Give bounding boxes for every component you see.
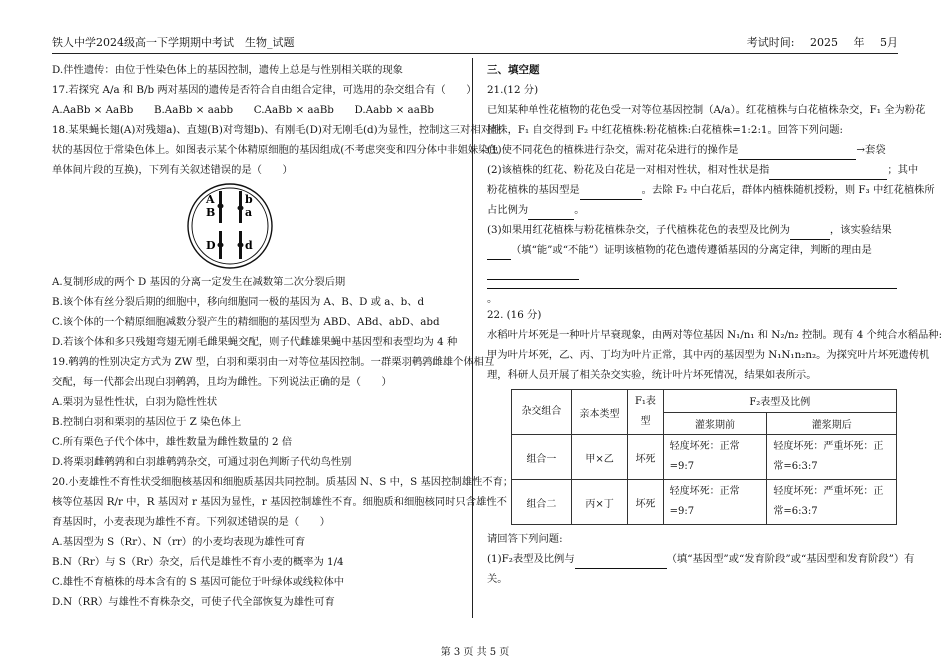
question-21-heading: 21.(12 分) (487, 84, 539, 96)
answer-blank[interactable] (528, 206, 574, 220)
text-line: D.伴性遗传：由位于性染色体上的基因控制，遗传上总是与性别相关联的现象 (52, 64, 403, 76)
text-line: C.该个体的一个精原细胞减数分裂产生的精细胞的基因型为 ABD、ABd、abD、abd (52, 316, 440, 328)
prompt-text: （填“基因型”或“发育阶段”或“基因型和发育阶段”）有 (666, 553, 915, 565)
question-22-part-1-end: 关。 (487, 573, 508, 585)
answer-blank[interactable] (790, 226, 830, 240)
text-line: D.N（RR）与雄性不育株杂交，可使子代全部恢复为雄性可育 (52, 596, 335, 608)
gene-label: D (205, 239, 216, 252)
text-line: 20.小麦雄性不育性状受细胞核基因和细胞质基因共同控制。质基因 N、S 中，S 基因控制雄性不育； (52, 476, 514, 488)
cell-text: 轻度坏死：严重坏死：正常=6:3:7 (773, 486, 884, 517)
prompt-text: (2)该植株的红花、粉花及白花是一对相对性状，相对性状是指 (487, 164, 770, 176)
table-cell (767, 480, 897, 525)
answer-blank[interactable] (487, 266, 579, 280)
answer-blank[interactable] (487, 246, 511, 260)
text-line: A.复制形成的两个 D 基因的分离一定发生在减数第二次分裂后期 (52, 276, 346, 288)
text-line: 单体间片段的互换)，下列有关叙述错误的是（ ） (52, 164, 293, 176)
gene-label: d (244, 239, 253, 252)
header-group: 杂交组合 (521, 406, 562, 417)
time-label: 考试时间: (746, 36, 795, 49)
cell-diagram (0, 180, 462, 272)
prompt-text: （填“能”或“不能”）证明该植物的花色遗传遵循基因的分离定律，判断的理由是 (511, 244, 872, 256)
answer-line-end: 。 (487, 293, 498, 305)
answer-blank[interactable] (769, 166, 887, 180)
question-21-text: 已知某种单性花植物的花色受一对等位基因控制（A/a）。红花植株与白花植株杂交，F₁ 全为粉花 (487, 104, 926, 116)
question-21-part-3-cont (487, 240, 897, 260)
text-line: B.该个体有丝分裂后期的细胞中，移向细胞同一极的基因为 A、B、D 或 a、b、d (52, 296, 425, 308)
table-header (512, 390, 572, 435)
prompt-text: 。去除 F₂ 中白花后，群体内植株随机授粉，则 F₃ 中红花植株所 (641, 184, 935, 196)
question-21-part-2 (487, 160, 919, 180)
cell-text: 轻度坏死：严重坏死：正常=6:3:7 (773, 441, 884, 472)
text-line: B.N（Rr）与 S（Rr）杂交，后代是雄性不育小麦的概率为 1/4 (52, 556, 344, 568)
month: 5月 (880, 36, 898, 49)
text-line: 17.若探究 A/a 和 B/b 两对基因的遗传是否符合自由组合定律，可选用的杂交组合有（ ） (52, 84, 477, 96)
text-line: C.所有栗色子代个体中，雄性数量为雌性数量的 2 倍 (52, 436, 293, 448)
table-cell: 丙×丁 (571, 480, 627, 525)
answer-line[interactable] (487, 280, 897, 289)
year: 2025 (810, 36, 838, 49)
prompt-text: ；其中 (887, 164, 919, 176)
exam-date (735, 34, 898, 50)
text-line: A.栗羽为显性性状，白羽为隐性性状 (52, 396, 218, 408)
text-line: 核等位基因 R/r 中，R 基因对 r 基因为显性，r 基因控制雄性不育。细胞质和细胞核同时只含雄性不 (52, 496, 507, 508)
text-line: A.AaBb × AaBb B.AaBb × aabb C.AaBb × aaBb D.Aabb × aaBb (52, 104, 434, 116)
table-cell: 坏死 (628, 480, 663, 525)
table-header: 亲本类型 (571, 390, 627, 435)
gene-label: b (244, 193, 253, 206)
table-cell: 组合一 (512, 435, 572, 480)
table-cell: 甲×乙 (571, 435, 627, 480)
question-22-text: 水稻叶片坏死是一种叶片早衰现象，由两对等位基因 N₁/n₁ 和 N₂/n₂ 控制。现有 4 个纯合水稻品种: (487, 329, 943, 341)
table-row (512, 480, 897, 525)
year-unit: 年 (853, 36, 865, 49)
table-row (512, 435, 897, 480)
answer-blank[interactable] (575, 555, 667, 569)
exam-title: 铁人中学2024级高一下学期期中考试 生物_试题 (52, 36, 295, 49)
text-line: 状的基因位于常染色体上。如图表示某个体精原细胞的基因组成(不考虑突变和四分体中非姐妹染色 (52, 144, 499, 156)
sperm-cell-chromosome-diagram (175, 181, 285, 271)
prompt-text: →套袋 (856, 144, 886, 156)
prompt-text: 。 (574, 204, 585, 216)
question-21-part-3 (487, 220, 897, 240)
table-header (628, 390, 663, 435)
table-cell: 组合二 (512, 480, 572, 525)
page-header (52, 30, 898, 54)
cell-text: 轻度坏死：正常=9:7 (669, 486, 740, 517)
text-line: 19.鹌鹑的性别决定方式为 ZW 型，白羽和栗羽由一对等位基因控制。一群栗羽鹌鹑雌雄个体相互 (52, 356, 495, 368)
right-column (487, 60, 943, 589)
text-line: A.基因型为 S（Rr）、N（rr）的小麦均表现为雄性可育 (52, 536, 306, 548)
text-line: 交配，每一代都会出现白羽鹌鹑，且均为雌性。下列说法正确的是（ ） (52, 376, 392, 388)
table-cell (663, 435, 767, 480)
text-line: B.控制白羽和栗羽的基因位于 Z 染色体上 (52, 416, 242, 428)
gene-label: B (205, 206, 215, 219)
answer-blank[interactable] (738, 146, 856, 160)
question-22-text: 理，科研人员开展了相关杂交实验，统计叶片坏死情况，结果如表所示。 (487, 369, 817, 381)
text-line: 18.某果蝇长翅(A)对残翅a)、直翅(B)对弯翅b)、有刚毛(D)对无刚毛(d)为显性，控制这三对相对性 (52, 124, 502, 136)
table-header: 灌浆期后 (767, 412, 897, 435)
gene-label: a (244, 206, 252, 219)
text-line: C.雄性不育植株的母本含有的 S 基因可能位于叶绿体或线粒体中 (52, 576, 345, 588)
question-21-part-3-blank (487, 260, 897, 280)
prompt-text: (3)如果用红花植株与粉花植株杂交，子代植株花色的表型及比例为 (487, 224, 790, 236)
text-line: D.若该个体和多只残翅弯翅无刚毛雌果蝇交配，则子代雌雄果蝇中基因型和表型均为 4 种 (52, 336, 458, 348)
question-22-heading: 22. (16 分) (487, 309, 542, 321)
table-header: F₂表型及比例 (663, 390, 896, 413)
question-21-text: 植株，F₁ 自交得到 F₂ 中红花植株:粉花植株:白花植株=1:2:1。回答下列问题: (487, 124, 844, 136)
prompt-text: 占比例为 (487, 204, 529, 216)
page-footer: 第 3 页 共 5 页 (440, 647, 510, 658)
gene-label: A (205, 193, 215, 206)
table-header-row (512, 390, 897, 413)
answer-blank[interactable] (580, 186, 642, 200)
prompt-text: 粉花植株的基因型是 (487, 184, 580, 196)
question-22-ask: 请回答下列问题: (487, 533, 563, 545)
section-heading: 三、填空题 (487, 64, 540, 76)
header-f1: F₁表型 (634, 396, 656, 427)
cell-text: 轻度坏死：正常=9:7 (669, 441, 740, 472)
question-21-part-2-cont (487, 180, 935, 200)
prompt-text: (1)F₂表型及比例与 (487, 553, 575, 565)
prompt-text: (1)使不同花色的植株进行杂交，需对花朵进行的操作是 (487, 144, 739, 156)
table-cell (767, 435, 897, 480)
table-cell: 坏死 (628, 435, 663, 480)
table-cell (663, 480, 767, 525)
prompt-text: ，该实验结果 (829, 224, 892, 236)
question-21-part-2-end (487, 200, 897, 220)
question-22-text: 甲为叶片坏死，乙、丙、丁均为叶片正常，其中丙的基因型为 N₁N₁n₂n₂。为探究叶片坏死遗传机 (487, 349, 930, 361)
column-divider (472, 58, 473, 618)
text-line: 育基因时，小麦表现为雄性不育。下列叙述错误的是（ ） (52, 516, 331, 528)
table-header: 灌浆期前 (663, 412, 767, 435)
results-table (511, 389, 897, 525)
question-22-part-1 (487, 549, 915, 569)
text-line: D.将栗羽雌鹌鹑和白羽雄鹌鹑杂交，可通过羽色判断子代幼鸟性别 (52, 456, 352, 468)
question-21-part-1 (487, 140, 897, 160)
